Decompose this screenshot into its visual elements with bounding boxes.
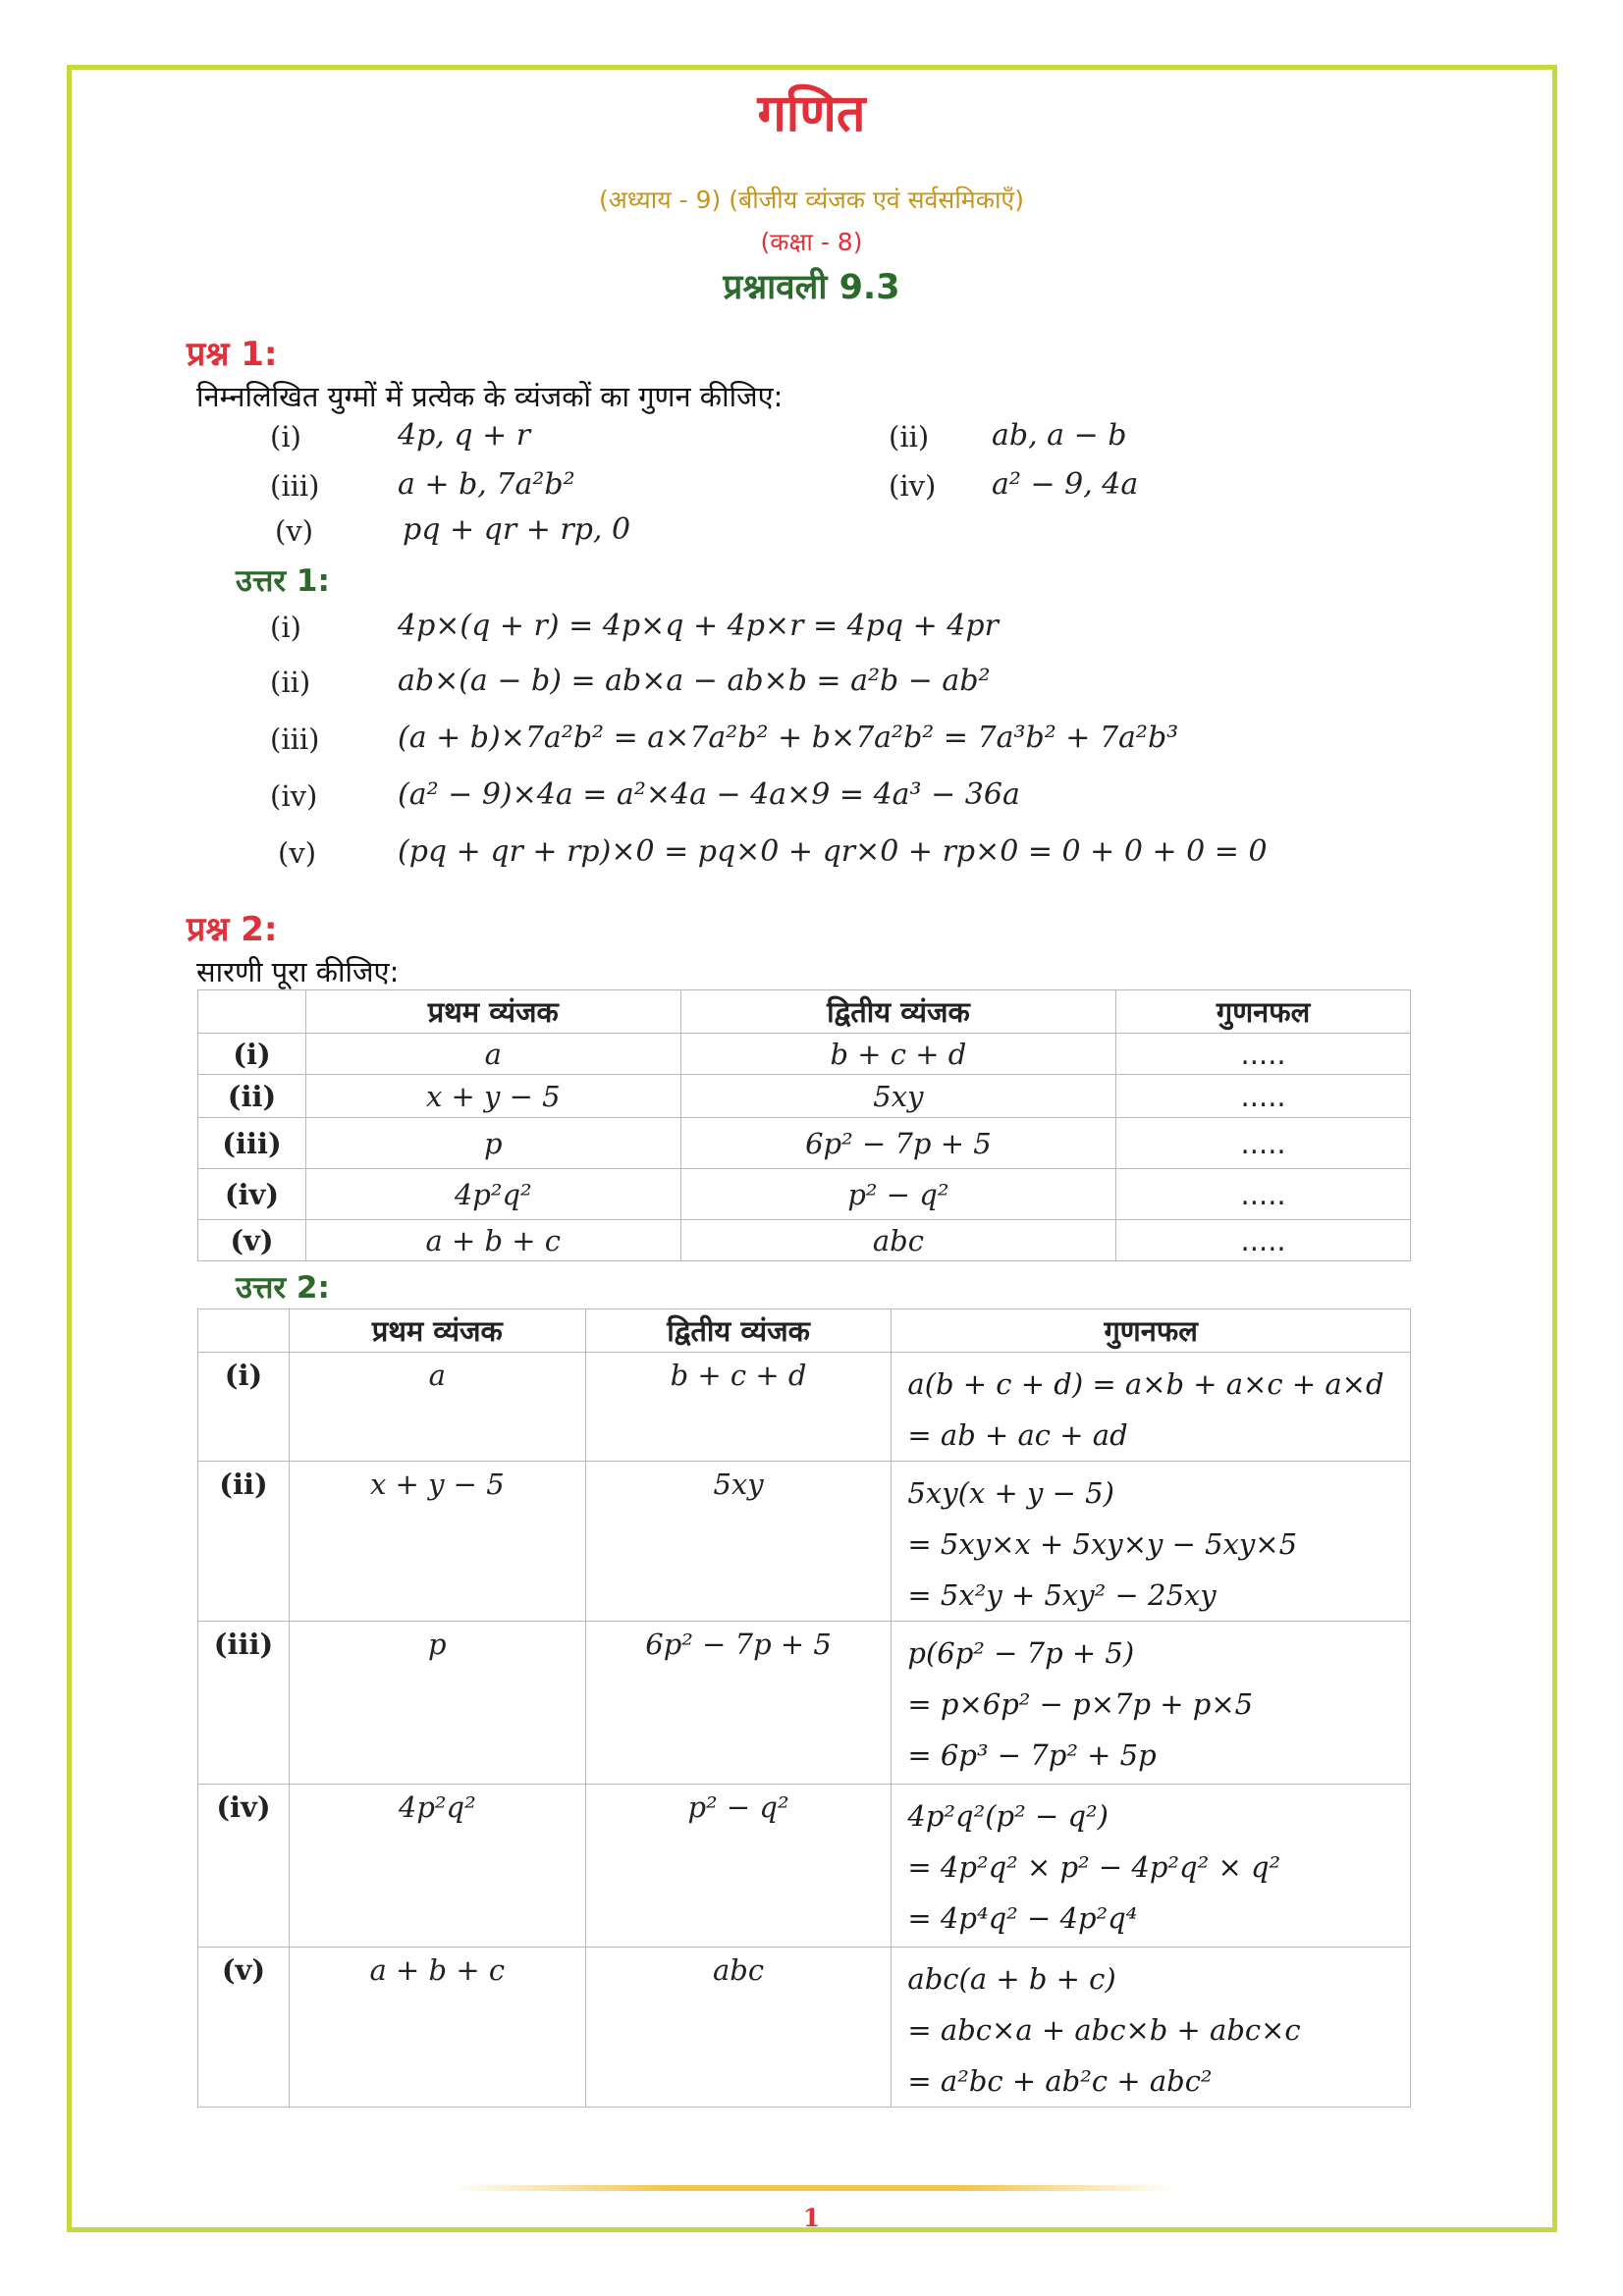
second-expression: p² − q²: [585, 1785, 892, 1948]
q1-item-expr: a + b, 7a²b²: [398, 467, 575, 502]
row-label: (iv): [198, 1169, 306, 1220]
table-row: [198, 1034, 1411, 1075]
first-expression: a: [289, 1353, 585, 1462]
product-line: = ab + ac + ad: [907, 1418, 1128, 1452]
table-header-row: [198, 1309, 1411, 1353]
row-label: (iii): [198, 1118, 306, 1169]
answer-2-heading: उत्तर 2:: [236, 1270, 330, 1306]
q1-item-expr: pq + qr + rp, 0: [403, 512, 631, 547]
table-header-cell: प्रथम व्यंजक: [305, 990, 680, 1034]
table-header-cell: द्वितीय व्यंजक: [680, 990, 1116, 1034]
table-row: [198, 1948, 1411, 2108]
question-2-table: [197, 989, 1411, 1261]
first-expression: 4p²q²: [289, 1785, 585, 1948]
q1-item-label: (iv): [889, 469, 937, 503]
product-line: = a²bc + ab²c + abc²: [907, 2064, 1213, 2098]
product-line: = 5xy×x + 5xy×y − 5xy×5: [907, 1527, 1298, 1561]
product-line: a(b + c + d) = a×b + a×c + a×d: [907, 1367, 1384, 1401]
product-line: = 6p³ − 7p² + 5p: [907, 1738, 1157, 1772]
question-2-instruction: सारणी पूरा कीजिए:: [196, 955, 400, 988]
answer-2-table: [197, 1308, 1411, 2108]
first-expression: x + y − 5: [305, 1075, 680, 1118]
answer-1-heading: उत्तर 1:: [236, 563, 330, 599]
first-expression: 4p²q²: [305, 1169, 680, 1220]
product-line: 4p²q²(p² − q²): [907, 1799, 1109, 1833]
table-row: [198, 1075, 1411, 1118]
second-expression: abc: [585, 1948, 892, 2108]
product-line: = 4p⁴q² − 4p²q⁴: [907, 1901, 1138, 1935]
a1-item-label: (iv): [270, 779, 318, 813]
table-header-cell: गुणनफल: [892, 1309, 1411, 1353]
product-line: = abc×a + abc×b + abc×c: [907, 2013, 1301, 2047]
product-line: = p×6p² − p×7p + p×5: [907, 1687, 1254, 1721]
q1-item-expr: a² − 9, 4a: [992, 467, 1139, 502]
product-placeholder: .....: [1116, 1169, 1411, 1220]
exercise-title: प्रश्नावली 9.3: [723, 268, 900, 307]
a1-item-expr: ab×(a − b) = ab×a − ab×b = a²b − ab²: [398, 664, 991, 698]
product-line: = 4p²q² × p² − 4p²q² × q²: [907, 1850, 1281, 1884]
table-header-cell: [198, 990, 306, 1034]
row-label: (iii): [198, 1622, 290, 1785]
table-row: [198, 1169, 1411, 1220]
row-label: (i): [198, 1034, 306, 1075]
table-header-row: [198, 990, 1411, 1034]
first-expression: a + b + c: [289, 1948, 585, 2108]
second-expression: b + c + d: [680, 1034, 1116, 1075]
row-label: (iv): [198, 1785, 290, 1948]
row-label: (i): [198, 1353, 290, 1462]
first-expression: p: [305, 1118, 680, 1169]
product-cell: [892, 1785, 1411, 1948]
second-expression: 6p² − 7p + 5: [680, 1118, 1116, 1169]
a1-item-label: (iii): [270, 722, 320, 756]
product-cell: [892, 1948, 1411, 2108]
product-cell: [892, 1462, 1411, 1622]
product-placeholder: .....: [1116, 1034, 1411, 1075]
page-number: 1: [802, 2204, 821, 2232]
first-expression: x + y − 5: [289, 1462, 585, 1622]
q1-item-expr: 4p, q + r: [398, 418, 531, 453]
table-header-cell: गुणनफल: [1116, 990, 1411, 1034]
a1-item-expr: (a + b)×7a²b² = a×7a²b² + b×7a²b² = 7a³b² + 7a²b³: [398, 721, 1179, 755]
question-1-instruction: निम्नलिखित युग्मों में प्रत्येक के व्यंजकों का गुणन कीजिए:: [196, 380, 784, 413]
table-row: [198, 1462, 1411, 1622]
second-expression: abc: [680, 1220, 1116, 1261]
second-expression: b + c + d: [585, 1353, 892, 1462]
chapter-subtitle: (अध्याय - 9) (बीजीय व्यंजक एवं सर्वसमिकाएँ): [598, 186, 1025, 214]
table-row: [198, 1220, 1411, 1261]
first-expression: a: [305, 1034, 680, 1075]
page-title: गणित: [757, 84, 866, 143]
first-expression: p: [289, 1622, 585, 1785]
row-label: (ii): [198, 1462, 290, 1622]
table-row: [198, 1785, 1411, 1948]
q1-item-label: (i): [270, 420, 301, 454]
second-expression: p² − q²: [680, 1169, 1116, 1220]
class-subtitle: (कक्षा - 8): [760, 228, 863, 256]
first-expression: a + b + c: [305, 1220, 680, 1261]
row-label: (v): [198, 1948, 290, 2108]
table-row: [198, 1118, 1411, 1169]
footer-divider: [452, 2185, 1178, 2191]
second-expression: 5xy: [585, 1462, 892, 1622]
product-placeholder: .....: [1116, 1220, 1411, 1261]
product-line: = 5x²y + 5xy² − 25xy: [907, 1578, 1217, 1612]
a1-item-label: (v): [278, 836, 317, 870]
product-placeholder: .....: [1116, 1075, 1411, 1118]
product-line: p(6p² − 7p + 5): [907, 1636, 1135, 1670]
table-header-cell: प्रथम व्यंजक: [289, 1309, 585, 1353]
table-header-cell: [198, 1309, 290, 1353]
table-header-cell: द्वितीय व्यंजक: [585, 1309, 892, 1353]
second-expression: 5xy: [680, 1075, 1116, 1118]
product-cell: [892, 1353, 1411, 1462]
q1-item-expr: ab, a − b: [992, 418, 1127, 453]
a1-item-expr: (pq + qr + rp)×0 = pq×0 + qr×0 + rp×0 = 0 + 0 + 0 = 0: [398, 834, 1268, 869]
question-1-heading: प्रश्न 1:: [187, 335, 278, 374]
q1-item-label: (ii): [889, 420, 930, 454]
table-row: [198, 1622, 1411, 1785]
product-line: abc(a + b + c): [907, 1962, 1116, 1996]
table-row: [198, 1353, 1411, 1462]
question-2-heading: प्रश्न 2:: [187, 910, 278, 949]
a1-item-label: (i): [270, 611, 301, 644]
a1-item-expr: 4p×(q + r) = 4p×q + 4p×r = 4pq + 4pr: [398, 609, 999, 643]
product-cell: [892, 1622, 1411, 1785]
a1-item-expr: (a² − 9)×4a = a²×4a − 4a×9 = 4a³ − 36a: [398, 777, 1020, 812]
row-label: (v): [198, 1220, 306, 1261]
product-line: 5xy(x + y − 5): [907, 1476, 1114, 1510]
a1-item-label: (ii): [270, 666, 311, 699]
second-expression: 6p² − 7p + 5: [585, 1622, 892, 1785]
product-placeholder: .....: [1116, 1118, 1411, 1169]
row-label: (ii): [198, 1075, 306, 1118]
q1-item-label: (iii): [270, 469, 320, 503]
q1-item-label: (v): [275, 514, 314, 548]
